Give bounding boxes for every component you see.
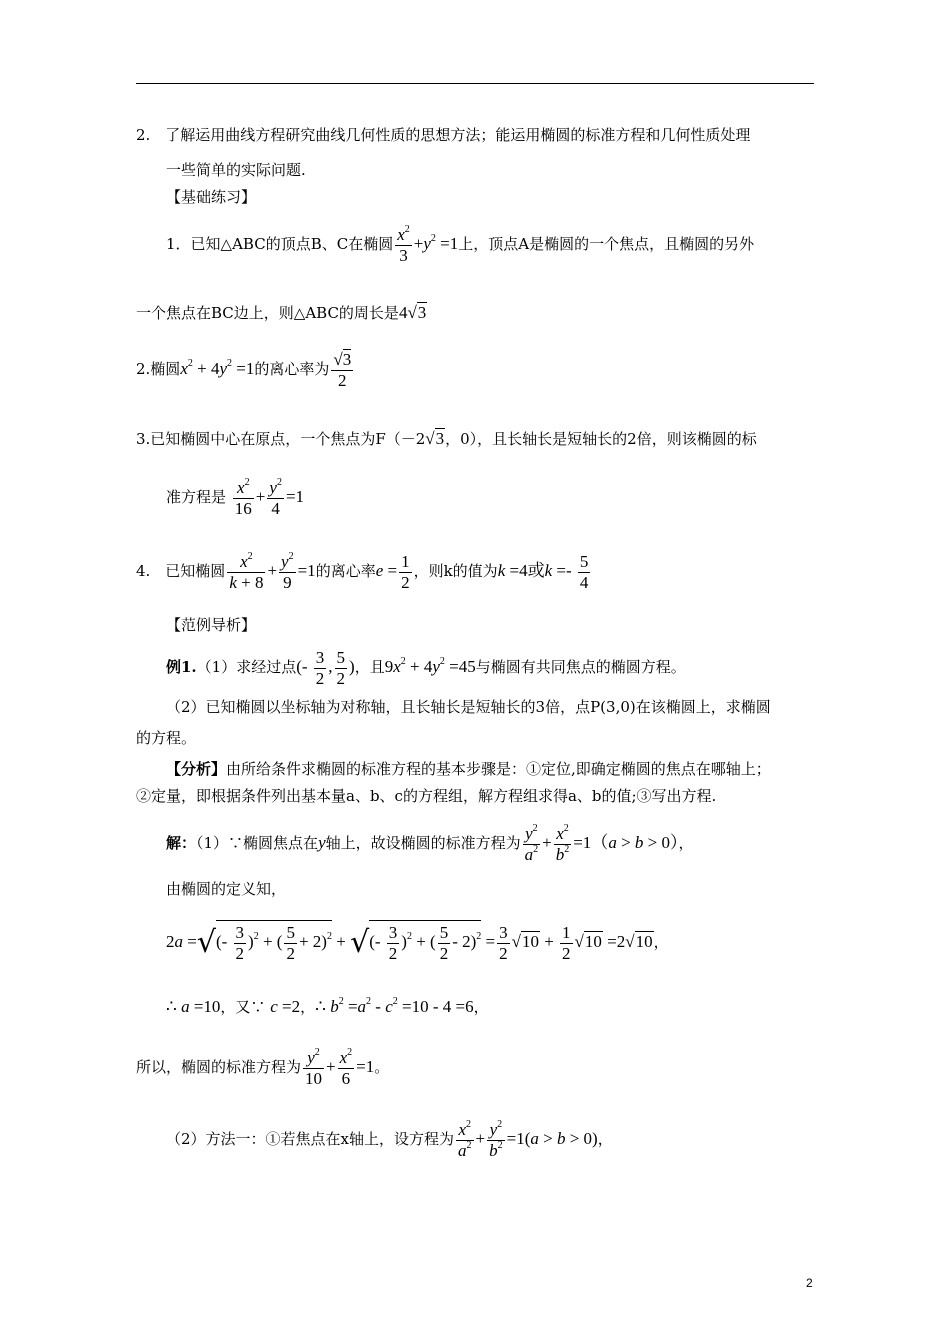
header-rule — [136, 83, 814, 84]
question-4: 4. 已知椭圆 $\frac{x^2}{k + 8}$ + $\frac{y^2}{9}$ =1的离心率e = $\frac{1}{2}$ ，则k的值为k =4或k =- $\frac{5}{4}$ — [136, 551, 589, 592]
solution-equation-2a: 2a =√(- $\frac{3}{2}$ )$^2$ + ( $\frac{5}{2}$ + 2)$^2$ + √(- $\frac{3}{2}$ )$^2$ + ( $\frac{5}{2}$ - 2)$^2$ = $\frac{3}{2}$ √10 + $\frac{1}{2}$ √10 =2√10， — [166, 920, 669, 963]
page-number: 2 — [806, 1276, 813, 1290]
solution-definition: 由椭圆的定义知， — [166, 880, 287, 898]
section-basic: 【基础练习】 — [166, 188, 257, 206]
analysis-cont: ②定量，即根据条件列出基本量a、b、c的方程组，解方程组求得a、b的值;③写出方程. — [136, 787, 717, 805]
analysis: 【分析】由所给条件求椭圆的标准方程的基本步骤是：①定位,即确定椭圆的焦点在哪轴上； — [166, 760, 771, 778]
solution-values: ∴ a =10，又∵ c =2，∴ $b^2 =a^2 - c^2 =10 - 4 =6$， — [166, 996, 489, 1016]
question-2: 2.椭圆$x^2 + 4y^2 =1$的离心率为 $\frac{√3}{2}$ — [136, 350, 352, 390]
item-2-cont: 一些简单的实际问题. — [166, 161, 306, 179]
example-1-part-2: （2）已知椭圆以坐标轴为对称轴，且长轴长是短轴长的3倍，点P(3,0)在该椭圆上，求椭圆 — [166, 698, 771, 716]
question-1-cont: 一个焦点在BC边上，则△ABC的周长是4√3 — [136, 303, 427, 322]
question-3-answer: 准方程是 $\frac{x^2}{16}$ + $\frac{y^2}{4}$ =1 — [166, 477, 305, 518]
solution-1: 解：（1）∵椭圆焦点在y轴上，故设椭圆的标准方程为 $\frac{y^2}{a^2}$ + $\frac{x^2}{b^2}$ =1（a > b > 0）， — [166, 823, 694, 864]
section-example: 【范例导析】 — [166, 616, 257, 634]
question-1: 1．已知△ABC的顶点B、C在椭圆 $\frac{x^2}{3}$ $+y^2 =1$上，顶点A是椭圆的一个焦点，且椭圆的另外 — [166, 224, 755, 265]
example-1-part-2-cont: 的方程。 — [136, 729, 197, 747]
item-2: 2. 了解运用曲线方程研究曲线几何性质的思想方法；能运用椭圆的标准方程和几何性质处理 — [136, 126, 751, 144]
method-one: （2）方法一：①若焦点在x轴上，设方程为 $\frac{x^2}{a^2}$ + $\frac{y^2}{b^2}$ =1(a > b > 0)， — [166, 1119, 613, 1160]
solution-result: 所以，椭圆的标准方程为 $\frac{y^2}{10}$ + $\frac{x^2}{6}$ =1。 — [136, 1047, 390, 1088]
example-1: 例1.（1）求经过点(- $\frac{3}{2}$ , $\frac{5}{2}$ )，且$9x^2 + 4y^2 =45$与椭圆有共同焦点的椭圆方程。 — [166, 648, 686, 688]
question-3: 3.已知椭圆中心在原点，一个焦点为F（－2√3，0），且长轴长是短轴长的2倍，则该椭圆的标 — [136, 429, 757, 448]
